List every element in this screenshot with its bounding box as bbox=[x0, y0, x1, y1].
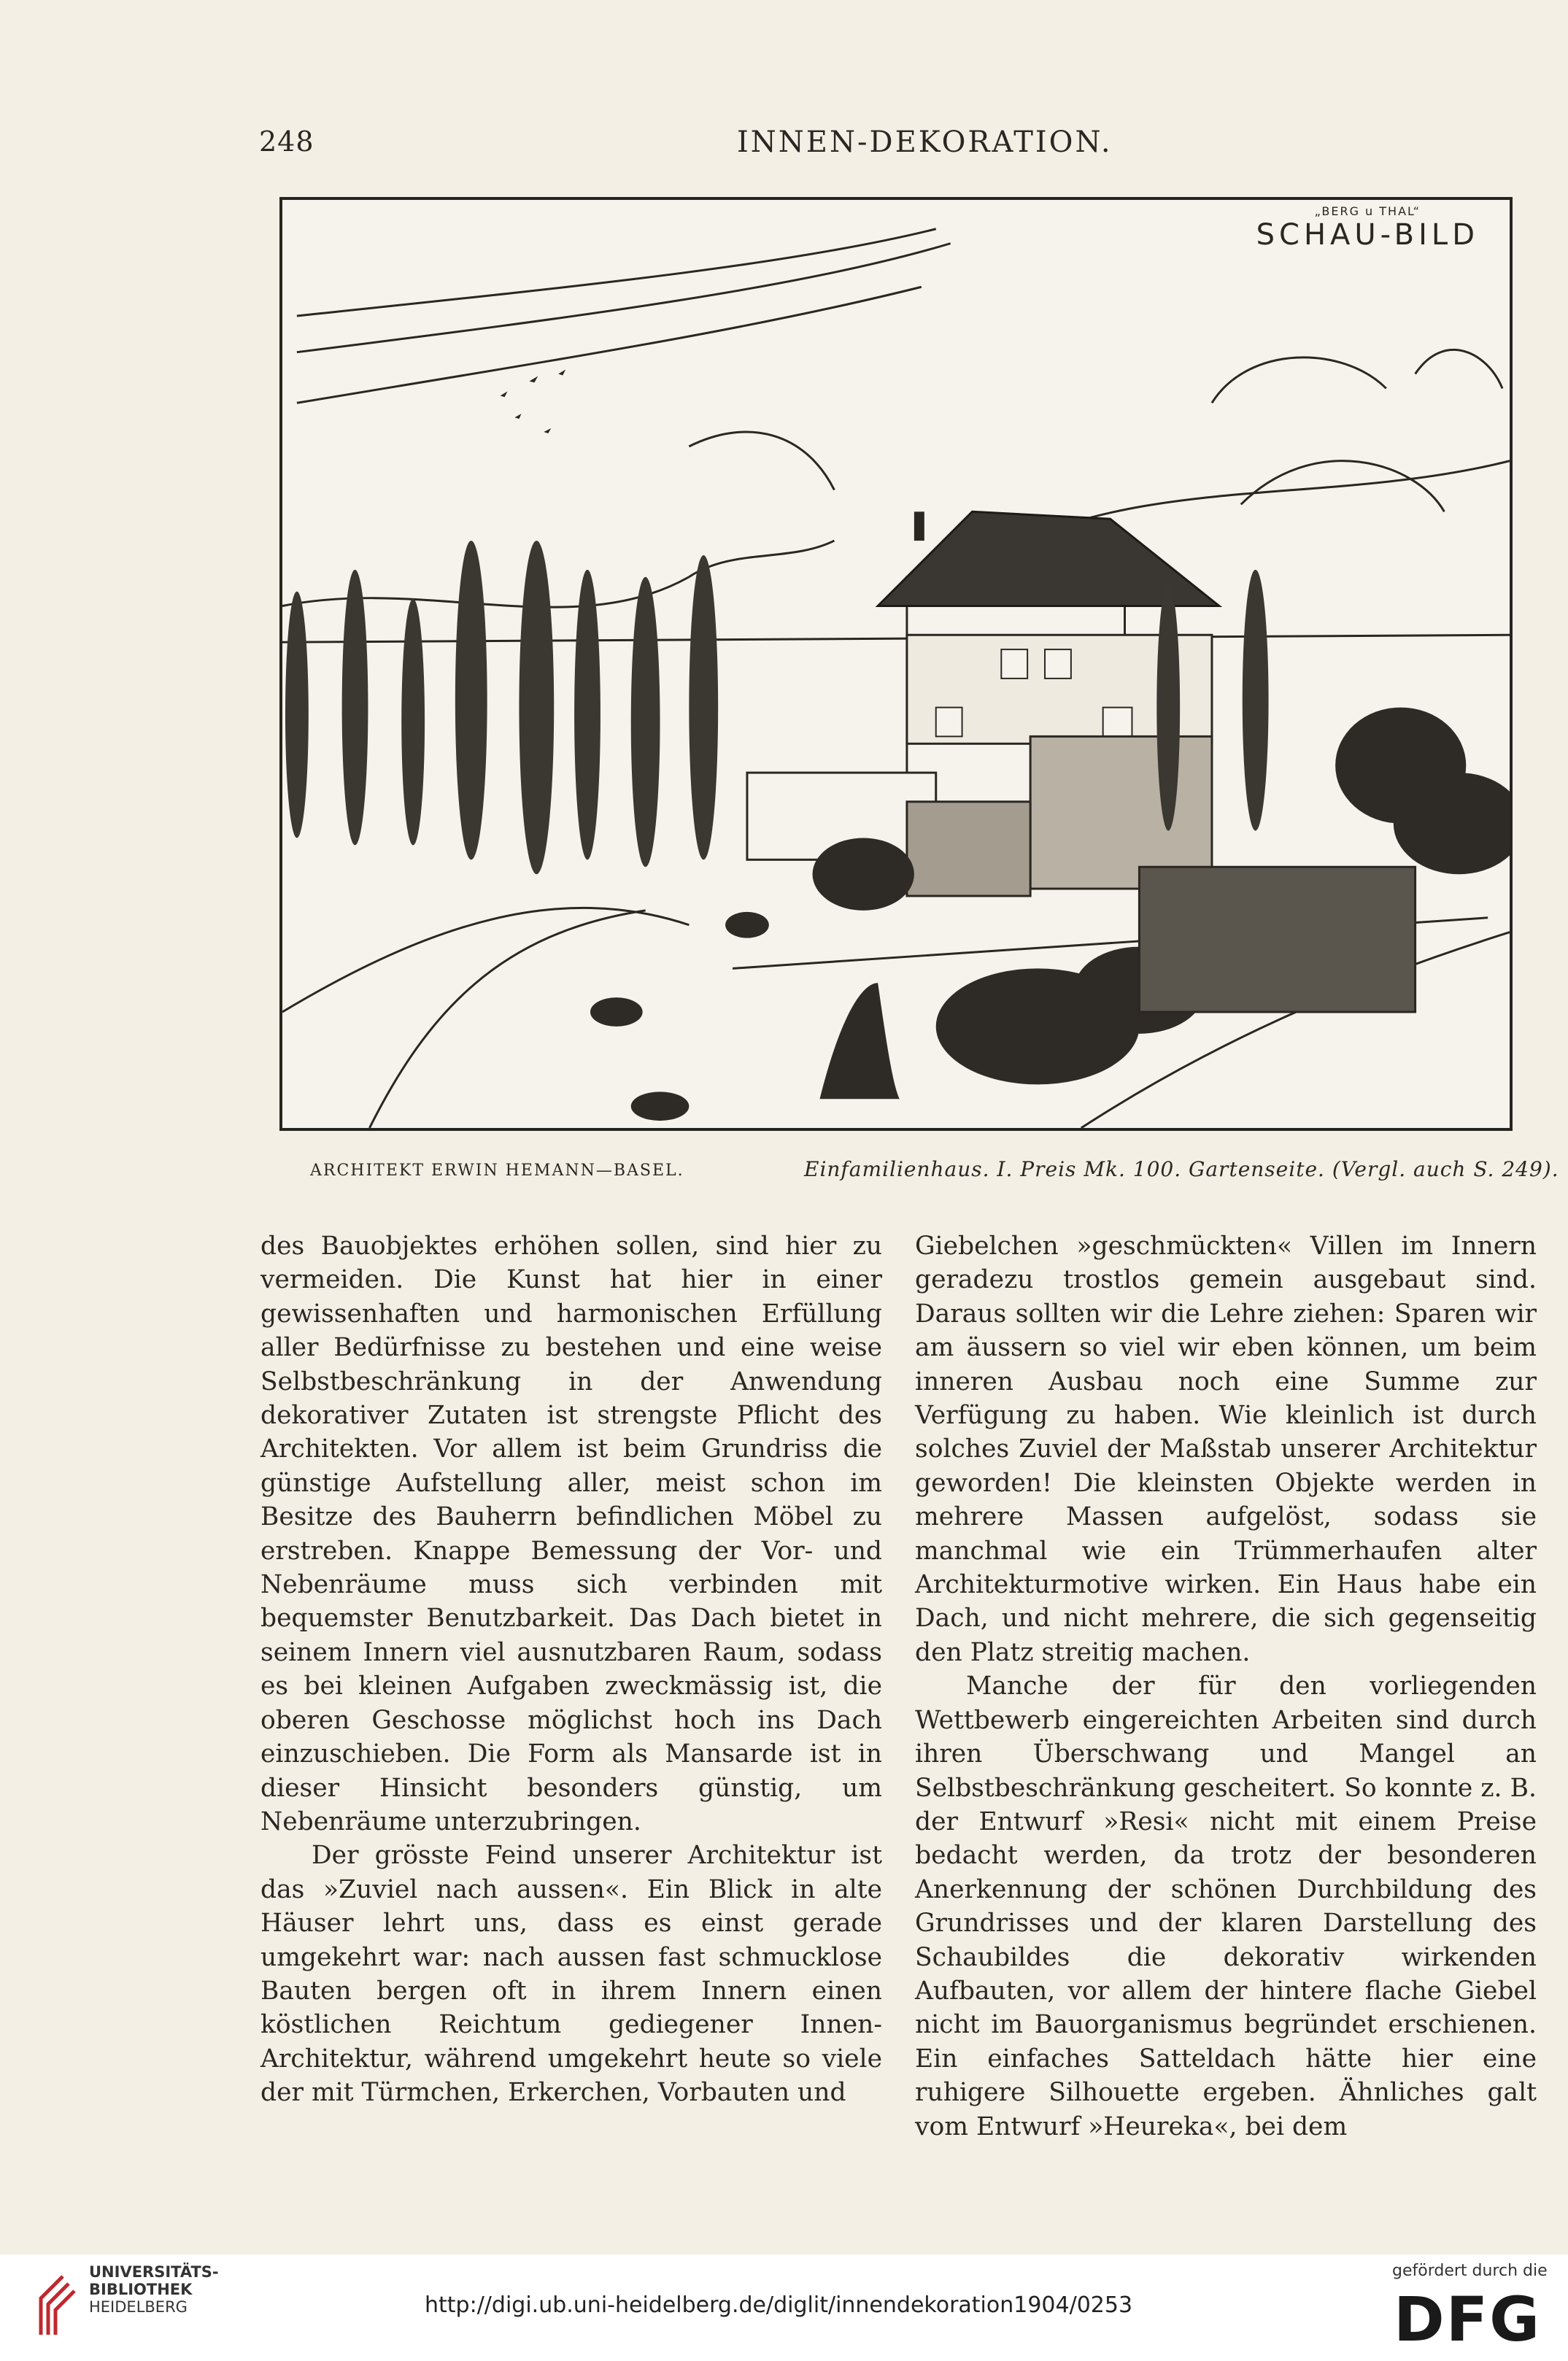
page-number: 248 bbox=[259, 125, 314, 158]
caption-architect: ARCHITEKT ERWIN HEMANN—BASEL. bbox=[310, 1162, 684, 1180]
text-column-right bbox=[915, 1229, 1537, 2144]
permalink-url[interactable]: http://digi.ub.uni-heidelberg.de/diglit/innendekoration1904/0253 bbox=[425, 2292, 1133, 2318]
caption-description: Einfamilienhaus. I. Preis Mk. 100. Gartenseite. (Vergl. auch S. 249). bbox=[804, 1157, 1559, 1181]
funded-by-label: gefördert durch die bbox=[1392, 2262, 1548, 2280]
paragraph: Giebelchen »geschmückten« Villen im Innern geradezu trostlos gemein ausgebaut sind. Daraus sollten wir die Lehre ziehen: Sparen wir am äussern so viel wir eben können, um beim inneren Ausbau noch eine Summe zur Verfügung zu haben. Wie kleinlich ist durch solches Zuviel der Maßstab unserer Architektur geworden! Die kleinsten Objekte werden in mehrere Massen aufgelöst, sodass sie manchmal wie ein Trümmerhaufen alter Architekturmotive wirken. Ein Haus habe ein Dach, und nicht mehrere, die sich gegenseitig den Platz streitig machen. bbox=[915, 1232, 1537, 1667]
library-logo-icon bbox=[34, 2269, 92, 2342]
badge-motto: „BERG u THAL“ bbox=[1314, 204, 1421, 218]
library-name-line: UNIVERSITÄTS- bbox=[89, 2263, 219, 2281]
dfg-logo: DFG bbox=[1394, 2284, 1542, 2355]
running-title: INNEN-DEKORATION. bbox=[737, 125, 1113, 159]
illustration-plate bbox=[279, 197, 1513, 1131]
library-name-line: HEIDELBERG bbox=[89, 2298, 188, 2316]
text-column-left bbox=[260, 1229, 882, 2110]
paragraph: des Bauobjektes erhöhen sollen, sind hier zu vermeiden. Die Kunst hat hier in einer gewissenhaften und harmonischen Erfüllung aller Bedürfnisse zu bestehen und eine weise Selbstbeschränkung in der Anwendung dekorativer Zutaten ist strengste Pflicht des Architekten. Vor allem ist beim Grundriss die günstige Aufstellung aller, meist schon im Besitze des Bauherrn befindlichen Möbel zu erstreben. Knappe Bemessung der Vor- und Nebenräume muss sich verbinden mit bequemster Benutzbarkeit. Das Dach bietet in seinem Innern viel ausnutzbaren Raum, sodass es bei kleinen Aufgaben zweckmässig ist, die oberen Geschosse möglichst hoch ins Dach einzuschieben. Die Form als Mansarde ist in dieser Hinsicht besonders günstig, um Nebenräume unterzubringen. bbox=[260, 1232, 882, 1836]
badge-heading: SCHAU-BILD bbox=[1256, 218, 1479, 252]
library-name bbox=[89, 2263, 219, 2316]
library-name-line: BIBLIOTHEK bbox=[89, 2281, 193, 2298]
paragraph: Manche der für den vorliegenden Wettbewerb eingereichten Arbeiten sind durch ihren Überschwang und Mangel an Selbstbeschränkung gescheitert. So konnte z. B. der Entwurf »Resi« nicht mit einem Preise bedacht werden, da trotz der besonderen Anerkennung der schönen Durchbildung des Grundrisses und der klaren Darstellung des Schaubildes die dekorativ wirkenden Aufbauten, vor allem der hintere flache Giebel nicht im Bauorganismus begründet erschienen. Ein einfaches Satteldach hätte hier eine ruhigere Silhouette ergeben. Ähnliches galt vom Entwurf »Heureka«, bei dem bbox=[915, 1672, 1537, 2141]
plate-title-badge bbox=[1256, 204, 1479, 252]
villa-drawing bbox=[282, 200, 1510, 1128]
paragraph: Der grösste Feind unserer Architektur ist das »Zuviel nach aussen«. Ein Blick in alte Häuser lehrt uns, dass es einst gerade umgekehrt war: nach aussen fast schmucklose Bauten bergen oft in ihrem Innern einen köstlichen Reichtum gediegener Innen-Architektur, während umgekehrt heute so viele der mit Türmchen, Erkerchen, Vorbauten und bbox=[260, 1841, 882, 2108]
